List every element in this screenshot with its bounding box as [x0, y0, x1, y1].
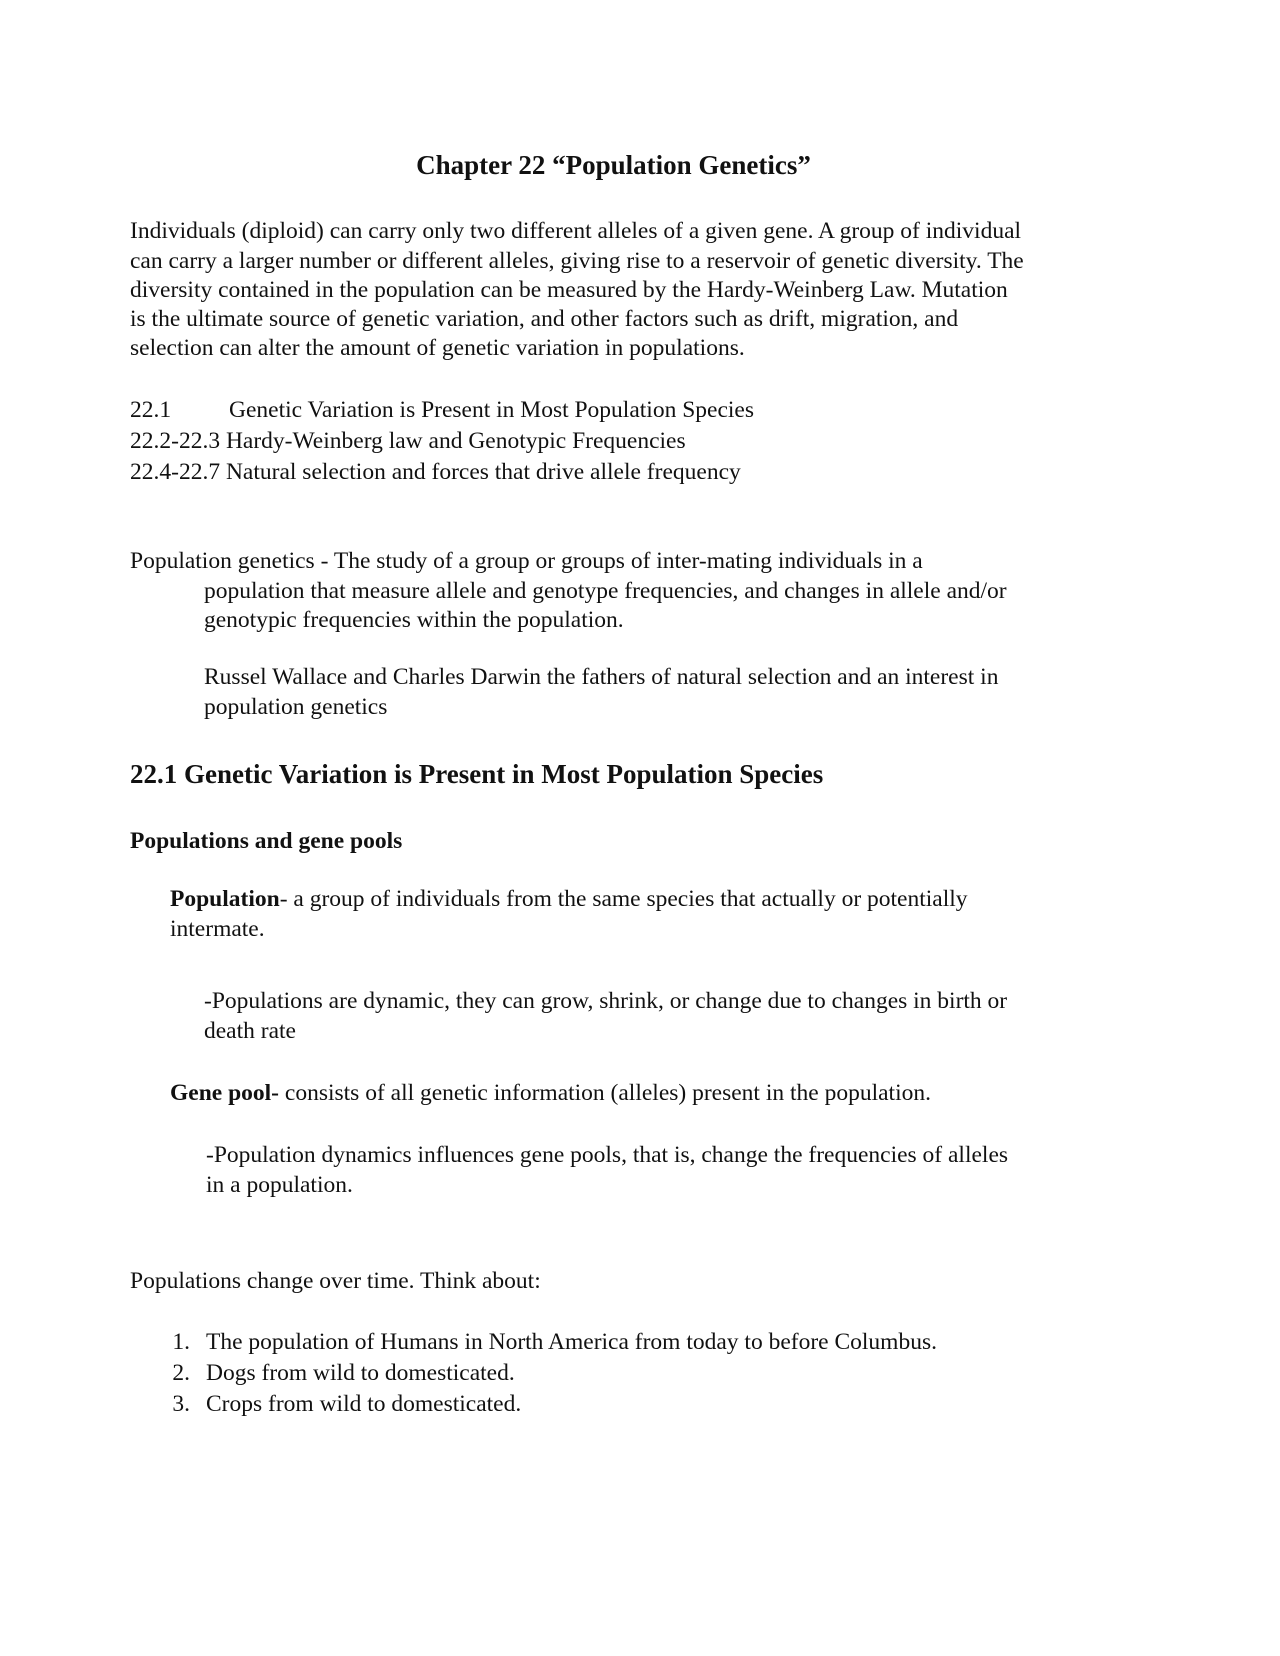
list-text: The population of Humans in North America from today to before Columbus. [206, 1329, 937, 1355]
note-line: population genetics [204, 694, 388, 720]
list-item [0, 1327, 1280, 1357]
definition-term: Population [170, 886, 280, 912]
intro-line: is the ultimate source of genetic variation, and other factors such as drift, migration, and [130, 306, 959, 332]
outline-number: 22.1 [130, 397, 172, 423]
list-item [0, 1389, 1280, 1419]
outline-text: Hardy-Weinberg law and Genotypic Frequencies [225, 428, 686, 454]
definition-line: Population genetics - The study of a group or groups of inter-mating individuals in a [130, 548, 923, 574]
definition-line [170, 884, 968, 914]
definition-term: Gene pool- [170, 1080, 280, 1106]
outline-text: Genetic Variation is Present in Most Population Species [229, 397, 754, 423]
definition-text: - a group of individuals from the same species that actually or potentially [279, 886, 968, 912]
note-line: -Population dynamics influences gene pools, that is, change the frequencies of alleles [206, 1142, 1009, 1168]
outline-number: 22.2-22.3 [130, 428, 221, 454]
outline-item [130, 457, 741, 487]
definition-line: genotypic frequencies within the population. [204, 607, 624, 633]
outline-text: Natural selection and forces that drive allele frequency [225, 459, 741, 485]
note-line: Russel Wallace and Charles Darwin the fathers of natural selection and an interest in [204, 664, 999, 690]
definition-line: population that measure allele and genotype frequencies, and changes in allele and/or [204, 578, 1007, 604]
change-intro: Populations change over time. Think about: [130, 1268, 541, 1294]
list-text: Dogs from wild to domesticated. [206, 1360, 515, 1386]
definition-text: consists of all genetic information (alleles) present in the population. [279, 1080, 931, 1106]
note-line: death rate [204, 1018, 296, 1044]
list-item [0, 1358, 1280, 1388]
intro-line: diversity contained in the population can be measured by the Hardy-Weinberg Law. Mutation [130, 277, 1008, 303]
list-text: Crops from wild to domesticated. [206, 1391, 522, 1417]
intro-line: can carry a larger number or different alleles, giving rise to a reservoir of genetic diversity. The [130, 248, 1024, 274]
list-number: 3. [172, 1391, 190, 1417]
outline-number: 22.4-22.7 [130, 459, 221, 485]
intro-line: Individuals (diploid) can carry only two different alleles of a given gene. A group of individual [130, 218, 1022, 244]
list-number: 1. [172, 1329, 190, 1355]
definition-line [170, 1078, 931, 1108]
page-title: Chapter 22 “Population Genetics” [416, 150, 811, 180]
intro-line: selection can alter the amount of genetic variation in populations. [130, 335, 745, 361]
subheading: Populations and gene pools [130, 828, 403, 854]
outline-item [130, 426, 686, 456]
note-line: -Populations are dynamic, they can grow, shrink, or change due to changes in birth or [204, 988, 1008, 1014]
section-heading: 22.1 Genetic Variation is Present in Most Population Species [130, 759, 824, 789]
note-line: in a population. [206, 1172, 353, 1198]
definition-line: intermate. [170, 916, 265, 942]
list-number: 2. [172, 1360, 190, 1386]
